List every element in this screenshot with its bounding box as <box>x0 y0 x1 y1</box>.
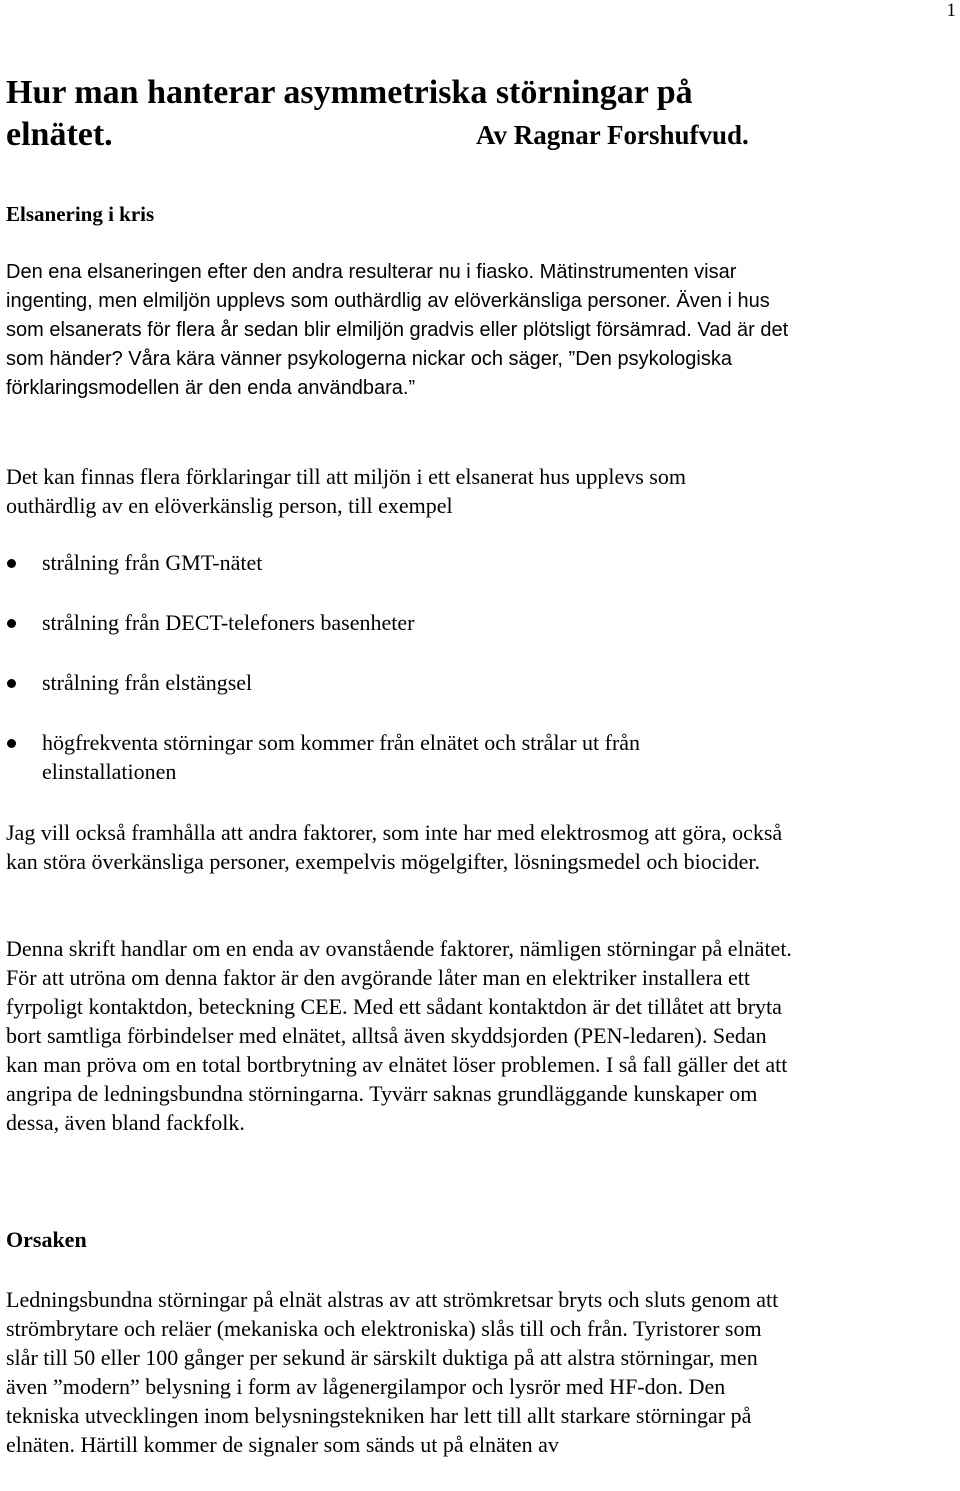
page-number: 1 <box>946 0 956 21</box>
bullet-icon <box>7 559 16 568</box>
paragraph-intro: Den ena elsaneringen efter den andra resulterar nu i fiasko. Mätinstrumenten visar ingenting, men elmiljön upplevs som outhärdlig av elöverkänsliga personer. Även i hus som elsanerats för flera år sedan blir elmiljön gradvis eller plötsligt försämrad. Vad är det som händer? Våra kära vänner psykologerna nickar och säger, ”Den psykologiska förklaringsmodellen är den enda användbara.” <box>6 261 789 399</box>
paragraph-explanations: Det kan finnas flera förklaringar till att miljön i ett elsanerat hus upplevs som outhärdlig av en elöverkänslig person, till exempel <box>6 464 686 518</box>
list-item-text: högfrekventa störningar som kommer från elnätet och strålar ut från elinstallationen <box>42 730 641 784</box>
list-item <box>0 548 920 577</box>
bullet-icon <box>7 679 16 688</box>
list-item <box>0 668 920 697</box>
bullet-icon <box>7 619 16 628</box>
author-byline: Av Ragnar Forshufvud. <box>476 120 749 150</box>
list-item <box>0 608 920 637</box>
list-item <box>0 728 762 786</box>
list-item-text: strålning från DECT-telefoners basenheter <box>42 610 415 635</box>
title-line-1: Hur man hanterar asymmetriska störningar på <box>6 74 693 111</box>
paragraph-cause: Ledningsbundna störningar på elnät alstras av att strömkretsar bryts och sluts genom att strömbrytare och reläer (mekaniska och elektroniska) slås till och från. Tyristorer som slår till 50 eller 100 gånger per sekund är särskilt duktiga på att alstra störningar, men även ”modern” belysning i form av lågenergilampor och lysrör med HF-don. Den tekniska utvecklingen inom belysningstekniken har lett till allt starkare störningar på elnäten. Härtill kommer de signaler som sänds ut på elnäten av <box>6 1287 779 1457</box>
section-heading-elsanering: Elsanering i kris <box>6 202 155 226</box>
title-line-2: elnätet. <box>6 116 113 153</box>
paragraph-scope: Denna skrift handlar om en enda av ovanstående faktorer, nämligen störningar på elnätet. För att utröna om denna faktor är den avgörande låter man en elektriker installera ett fyrpoligt kontaktdon, beteckning CEE. Med ett sådant kontaktdon är det tillåtet att bryta bort samtliga förbindelser med elnätet, alltså även skyddsjorden (PEN-ledaren). Sedan kan man pröva om en total bortbrytning av elnätet löser problemen. I så fall gäller det att angripa de ledningsbundna störningarna. Tyvärr saknas grundläggande kunskaper om dessa, även bland fackfolk. <box>6 936 792 1135</box>
list-item-text: strålning från GMT-nätet <box>42 550 263 575</box>
section-heading-orsaken: Orsaken <box>6 1227 87 1252</box>
paragraph-other-factors: Jag vill också framhålla att andra faktorer, som inte har med elektrosmog att göra, också kan störa överkänsliga personer, exempelvis mögelgifter, lösningsmedel och biocider. <box>6 820 783 874</box>
list-item-text: strålning från elstängsel <box>42 670 253 695</box>
bullet-icon <box>7 739 16 748</box>
bullet-list <box>0 548 920 817</box>
document-title <box>6 72 946 156</box>
